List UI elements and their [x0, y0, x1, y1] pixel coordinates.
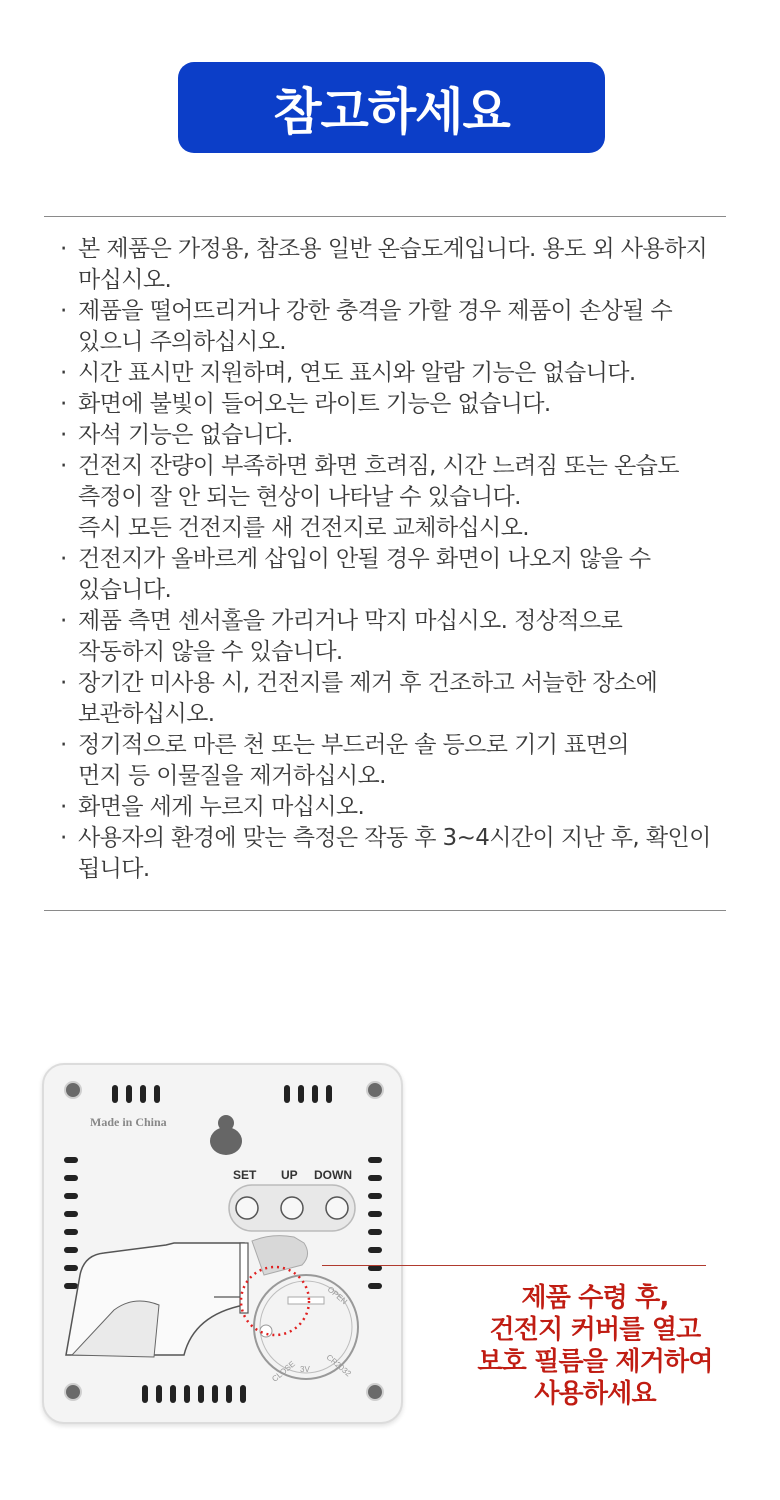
- battery-open-label: OPEN: [325, 1284, 349, 1307]
- bullet-dot: ·: [60, 360, 67, 386]
- note-line: 장기간 미사용 시, 건전지를 제거 후 건조하고 서늘한 장소에: [78, 670, 658, 696]
- note-item: [60, 296, 750, 358]
- note-line: 건전지 잔량이 부족하면 화면 흐려짐, 시간 느려짐 또는 온습도: [78, 453, 679, 479]
- set-label: SET: [233, 1168, 257, 1182]
- battery-type-label: CR2032: [324, 1352, 353, 1379]
- note-line: 있습니다.: [78, 577, 172, 603]
- notes-list: [60, 234, 750, 885]
- note-item: [60, 358, 750, 389]
- bullet-dot: ·: [60, 298, 67, 324]
- title-banner: [178, 62, 605, 153]
- page-title: 참고하세요: [273, 82, 510, 141]
- bullet-dot: ·: [60, 670, 67, 696]
- note-item: [60, 420, 750, 451]
- note-item: [60, 389, 750, 420]
- top-divider: [44, 216, 726, 217]
- bullet-dot: ·: [60, 453, 67, 479]
- note-item: [60, 792, 750, 823]
- device-back-illustration: [42, 1063, 403, 1424]
- bullet-dot: ·: [60, 794, 67, 820]
- note-item: [60, 544, 750, 606]
- note-line: 정기적으로 마른 천 또는 부드러운 솔 등으로 기기 표면의: [78, 732, 629, 758]
- note-line: 사용자의 환경에 맞는 측정은 작동 후 3~4시간이 지난 후, 확인이: [78, 825, 711, 851]
- bullet-dot: ·: [60, 546, 67, 572]
- note-item: [60, 451, 750, 544]
- bullet-dot: ·: [60, 732, 67, 758]
- note-line: 작동하지 않을 수 있습니다.: [78, 639, 343, 665]
- callout-line: 사용하세요: [534, 1379, 656, 1409]
- note-line: 본 제품은 가정용, 참조용 일반 온습도계입니다. 용도 외 사용하지: [78, 236, 708, 262]
- callout-line: 건전지 커버를 열고: [489, 1315, 701, 1345]
- bullet-dot: ·: [60, 825, 67, 851]
- note-line: 제품을 떨어뜨리거나 강한 충격을 가할 경우 제품이 손상될 수: [78, 298, 673, 324]
- bullet-dot: ·: [60, 391, 67, 417]
- note-line: 화면을 세게 누르지 마십시오.: [78, 794, 365, 820]
- bullet-dot: ·: [60, 422, 67, 448]
- bottom-divider: [44, 910, 726, 911]
- note-item: [60, 606, 750, 668]
- note-item: [60, 823, 750, 885]
- note-line: 먼지 등 이물질을 제거하십시오.: [78, 763, 386, 789]
- callout-leader-line: [322, 1265, 706, 1266]
- callout-line: 보호 필름을 제거하여: [477, 1347, 713, 1377]
- battery-voltage-label: 3V: [300, 1365, 310, 1374]
- note-line: 측정이 잘 안 되는 현상이 나타날 수 있습니다.: [78, 484, 521, 510]
- note-line: 건전지가 올바르게 삽입이 안될 경우 화면이 나오지 않을 수: [78, 546, 651, 572]
- note-line: 즉시 모든 건전지를 새 건전지로 교체하십시오.: [78, 515, 530, 541]
- note-line: 제품 측면 센서홀을 가리거나 막지 마십시오. 정상적으로: [78, 608, 623, 634]
- note-line: 화면에 불빛이 들어오는 라이트 기능은 없습니다.: [78, 391, 551, 417]
- battery-close-label: CLOSE: [270, 1359, 297, 1384]
- note-line: 있으니 주의하십시오.: [78, 329, 286, 355]
- up-label: UP: [281, 1168, 298, 1182]
- down-label: DOWN: [314, 1168, 352, 1182]
- made-in-label: Made in China: [90, 1115, 167, 1129]
- note-line: 됩니다.: [78, 856, 150, 882]
- note-line: 보관하십시오.: [78, 701, 215, 727]
- note-line: 시간 표시만 지원하며, 연도 표시와 알람 기능은 없습니다.: [78, 360, 636, 386]
- note-line: 마십시오.: [78, 267, 172, 293]
- bullet-dot: ·: [60, 236, 67, 262]
- battery-film-callout: [470, 1282, 720, 1410]
- note-item: [60, 234, 750, 296]
- note-item: [60, 730, 750, 792]
- note-line: 자석 기능은 없습니다.: [78, 422, 293, 448]
- note-item: [60, 668, 750, 730]
- bullet-dot: ·: [60, 608, 67, 634]
- callout-line: 제품 수령 후,: [521, 1283, 669, 1313]
